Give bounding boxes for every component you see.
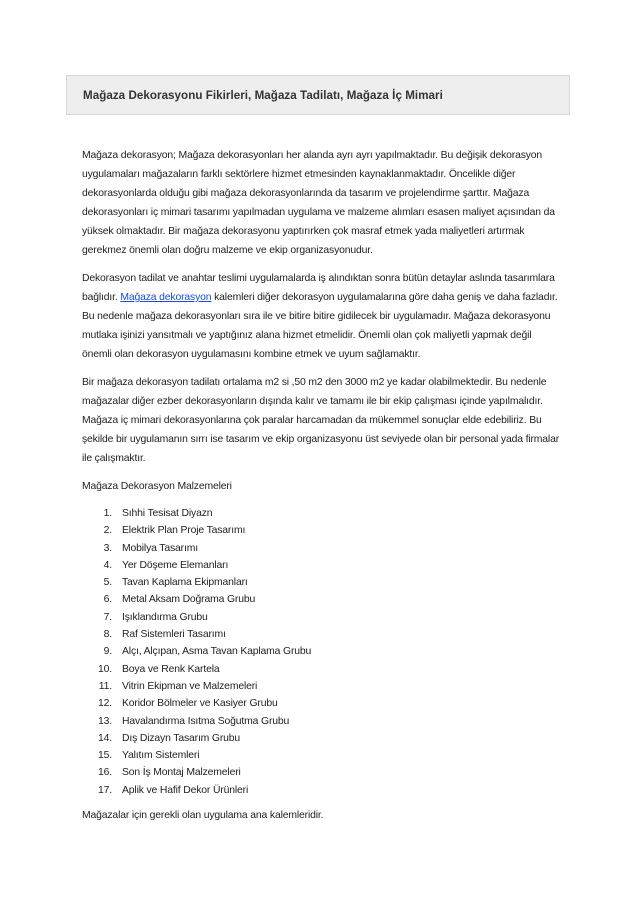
page-title: Mağaza Dekorasyonu Fikirleri, Mağaza Tadilatı, Mağaza İç Mimari [83, 88, 443, 102]
list-item [82, 713, 562, 730]
list-item-number: 16. [98, 767, 112, 779]
list-item [82, 764, 562, 781]
list-item [82, 626, 562, 643]
paragraph-tadilat [82, 269, 562, 364]
list-item-text: Son İş Montaj Malzemeleri [122, 767, 241, 779]
list-item-number: 10. [98, 663, 112, 675]
paragraph-intro: Mağaza dekorasyon; Mağaza dekorasyonları her alanda ayrı ayrı yapılmaktadır. Bu değişik dekorasyon uygulamaları mağazaların farklı sektörlere hizmet etmesinden kaynaklanmaktadır. Öncelikle diğer dekorasyonlarda olduğu gibi mağaza dekorasyonlarında da tasarım ve projelendirme şarttır. Mağaza dekorasyonları iç mimari tasarımı yapılmadan uygulama ve malzeme alımları esasen maliyet açısından da yüksek olmaktadır. Bir mağaza dekorasyonu yaptırırken çok masraf etmek yada maliyetleri artırmak gerekmez önemli olan doğru malzeme ve ekip organizasyonudur. [82, 150, 555, 256]
list-item-text: Dış Dizayn Tasarım Grubu [122, 732, 241, 744]
list-item-number: 5. [103, 577, 112, 589]
list-item-text: Aplik ve Hafif Dekor Ürünleri [122, 784, 249, 796]
list-item-text: Boya ve Renk Kartela [122, 663, 220, 675]
list-item-number: 7. [103, 611, 112, 623]
list-item-text: Havalandırma Isıtma Soğutma Grubu [122, 715, 290, 727]
list-item [82, 522, 562, 539]
list-item [82, 540, 562, 557]
list-item-text: Mobilya Tasarımı [122, 542, 198, 554]
list-item-number: 9. [103, 646, 112, 658]
list-item-number: 15. [98, 750, 112, 762]
list-item-text: Alçı, Alçıpan, Asma Tavan Kaplama Grubu [122, 646, 312, 658]
list-item-number: 1. [103, 508, 112, 519]
list-item-number: 12. [98, 698, 112, 710]
list-item-text: Işıklandırma Grubu [122, 611, 208, 623]
list-item [82, 609, 562, 626]
list-item-text: Tavan Kaplama Ekipmanları [122, 577, 248, 589]
list-item [82, 591, 562, 608]
paragraph-tadilat-start: Dekorasyon tadilat ve anahtar teslimi uygulamalarda iş alındıktan sonra bütün detaylar aslında tasarımlara bağlıdır. [82, 273, 555, 303]
article-body [82, 146, 562, 834]
list-item [82, 678, 562, 695]
list-item [82, 747, 562, 764]
title-banner [66, 75, 570, 115]
paragraph-closing: Mağazalar için gerekli olan uygulama ana kalemleridir. [82, 810, 324, 822]
paragraph-tadilat-end: kalemleri diğer dekorasyon uygulamalarına göre daha geniş ve daha fazladır. Bu nedenle mağaza dekorasyonları sıra ile ve bitire bitire gidilecek bir uygulamadır. Mağaza dekorasyonu mutlaka işinizi yansıtmalı ve yaptığınız alana hizmet etmelidir. Önemli olan çok maliyetli yapmak değil önemli olan dekorasyon uygulamasını kombine etmek ve uyum sağlamaktır. [82, 292, 558, 360]
list-item-text: Metal Aksam Doğrama Grubu [122, 594, 256, 606]
list-item-number: 3. [103, 542, 112, 554]
materials-list [82, 505, 562, 799]
list-item [82, 505, 562, 522]
list-item-number: 6. [103, 594, 112, 606]
list-item-text: Koridor Bölmeler ve Kasiyer Grubu [122, 698, 278, 710]
list-item-number: 4. [103, 559, 112, 571]
list-item [82, 574, 562, 591]
list-item-text: Raf Sistemleri Tasarımı [122, 629, 226, 641]
list-item-text: Yer Döşeme Elemanları [122, 559, 229, 571]
list-item [82, 643, 562, 660]
paragraph-cost: Bir mağaza dekorasyon tadilatı ortalama m2 si ,50 m2 den 3000 m2 ye kadar olabilmektedir. Bu nedenle mağazalar diğer ezber dekorasyonların dışında kalır ve tamamı ile bir ekip çalışması içinde yapılmalıdır. Mağaza iç mimari dekorasyonlarına çok paralar harcamadan da mükemmel sonuçlar elde edebiliriz. Bu şekilde bir uygulamanın sırrı ise tasarım ve ekip organizasyonu üst seviyede olan bir personal yada firmalar ile çalışmaktır. [82, 377, 560, 464]
list-item [82, 557, 562, 574]
list-item-number: 2. [103, 525, 112, 537]
list-item [82, 695, 562, 712]
magaza-dekorasyon-link[interactable]: Mağaza dekorasyon [120, 292, 212, 303]
list-item-number: 17. [98, 784, 112, 796]
list-item-text: Elektrik Plan Proje Tasarımı [122, 525, 246, 537]
list-item-text: Yalıtım Sistemleri [122, 750, 200, 762]
list-item-number: 13. [98, 715, 112, 727]
list-heading: Mağaza Dekorasyon Malzemeleri [82, 481, 232, 492]
list-item-number: 11. [98, 680, 112, 692]
list-item-number: 14. [98, 732, 112, 744]
list-item-text: Sıhhi Tesisat Diyazn [122, 508, 213, 519]
list-item-text: Vitrin Ekipman ve Malzemeleri [122, 680, 258, 692]
list-item [82, 730, 562, 747]
list-item [82, 661, 562, 678]
list-item [82, 782, 562, 799]
list-item-number: 8. [103, 629, 112, 641]
